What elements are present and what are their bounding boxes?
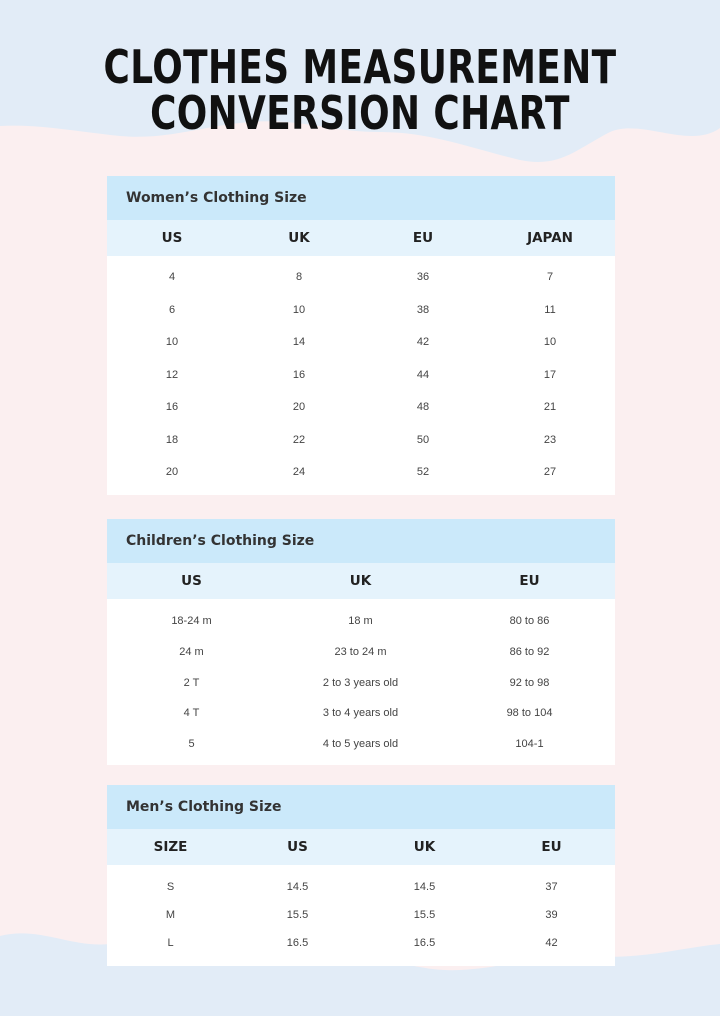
table-row xyxy=(107,637,615,668)
table-cell: 16.5 xyxy=(413,937,436,949)
table-cell: 38 xyxy=(416,303,430,316)
table-cell: S xyxy=(166,881,175,893)
womens-table-heading: Women’s Clothing Size xyxy=(107,176,615,220)
page-title xyxy=(79,40,641,140)
table-row xyxy=(107,294,615,327)
table-row xyxy=(107,668,615,699)
title-line-1: CLOTHES MEASUREMENT xyxy=(103,40,617,94)
table-cell: 18-24 m xyxy=(171,615,212,627)
column-header-eu: EU xyxy=(412,230,434,246)
table-cell: 18 m xyxy=(348,615,373,627)
table-cell: 6 xyxy=(168,303,176,316)
table-cell: 20 xyxy=(165,466,179,479)
table-cell: 44 xyxy=(416,368,430,381)
table-cell: 5 xyxy=(188,737,195,750)
table-cell: 39 xyxy=(545,909,558,921)
table-row xyxy=(107,605,615,637)
table-cell: 14.5 xyxy=(413,881,436,893)
table-cell: 10 xyxy=(165,336,179,349)
table-cell: 16 xyxy=(165,401,179,414)
table-cell: 4 T xyxy=(183,707,200,720)
table-cell: 3 to 4 years old xyxy=(322,707,399,720)
table-cell: 42 xyxy=(416,336,430,349)
table-cell: 8 xyxy=(295,271,303,284)
table-cell: 16 xyxy=(292,368,306,381)
childrens-table-heading: Children’s Clothing Size xyxy=(107,519,615,563)
table-cell: 23 to 24 m xyxy=(334,646,387,659)
table-cell: 20 xyxy=(292,401,306,414)
table-cell: 14.5 xyxy=(286,881,309,893)
table-cell: 17 xyxy=(543,368,557,381)
table-cell: 10 xyxy=(543,336,557,349)
table-cell: 4 xyxy=(168,271,176,284)
table-row xyxy=(107,698,615,729)
table-row xyxy=(107,456,615,489)
table-row xyxy=(107,901,615,929)
table-cell: 2 T xyxy=(183,676,200,689)
column-header-eu: EU xyxy=(519,573,540,589)
column-header-us: US xyxy=(287,839,308,855)
table-cell: 86 to 92 xyxy=(509,646,550,659)
column-header-us: US xyxy=(161,230,183,246)
table-cell: 92 to 98 xyxy=(509,676,550,689)
womens-column-headers xyxy=(107,220,615,256)
table-cell: 15.5 xyxy=(286,909,309,921)
table-cell: 27 xyxy=(543,466,557,479)
table-cell: 18 xyxy=(165,433,179,446)
table-row xyxy=(107,873,615,901)
table-cell: M xyxy=(165,909,176,921)
table-cell: 16.5 xyxy=(286,937,309,949)
table-cell: 36 xyxy=(416,271,430,284)
table-row xyxy=(107,326,615,359)
mens-column-headers xyxy=(107,829,615,865)
table-cell: 42 xyxy=(545,937,558,949)
table-cell: 15.5 xyxy=(413,909,436,921)
table-cell: 2 to 3 years old xyxy=(322,676,399,689)
mens-table-heading: Men’s Clothing Size xyxy=(107,785,615,829)
title-line-2: CONVERSION CHART xyxy=(150,86,570,140)
table-cell: 48 xyxy=(416,401,430,414)
table-cell: 11 xyxy=(544,303,556,316)
table-row xyxy=(107,391,615,424)
mens-size-table xyxy=(107,785,615,966)
column-header-japan: JAPAN xyxy=(527,230,573,246)
column-header-uk: UK xyxy=(349,573,372,589)
table-cell: 37 xyxy=(545,881,558,893)
table-row xyxy=(107,424,615,457)
table-cell: 80 to 86 xyxy=(509,615,550,627)
column-header-eu: EU xyxy=(541,839,562,855)
column-header-size: SIZE xyxy=(153,839,188,855)
table-row xyxy=(107,929,615,957)
table-cell: L xyxy=(167,937,174,949)
table-cell: 24 xyxy=(292,466,306,479)
table-cell: 10 xyxy=(292,303,306,316)
table-cell: 21 xyxy=(543,401,557,414)
table-cell: 24 m xyxy=(179,646,204,659)
table-cell: 4 to 5 years old xyxy=(322,737,399,750)
childrens-column-headers xyxy=(107,563,615,599)
column-header-us: US xyxy=(181,573,202,589)
table-cell: 104-1 xyxy=(515,737,544,750)
column-header-uk: UK xyxy=(413,839,436,855)
childrens-size-table xyxy=(107,519,615,765)
table-cell: 22 xyxy=(292,433,306,446)
table-row xyxy=(107,359,615,392)
table-cell: 52 xyxy=(416,466,430,479)
table-cell: 23 xyxy=(543,433,557,446)
table-cell: 12 xyxy=(165,368,179,381)
table-cell: 14 xyxy=(292,336,306,349)
table-row xyxy=(107,729,615,760)
table-cell: 98 to 104 xyxy=(506,707,553,720)
table-cell: 50 xyxy=(416,433,430,446)
table-row xyxy=(107,261,615,294)
column-header-uk: UK xyxy=(288,230,310,246)
table-cell: 7 xyxy=(546,271,554,284)
womens-size-table xyxy=(107,176,615,495)
